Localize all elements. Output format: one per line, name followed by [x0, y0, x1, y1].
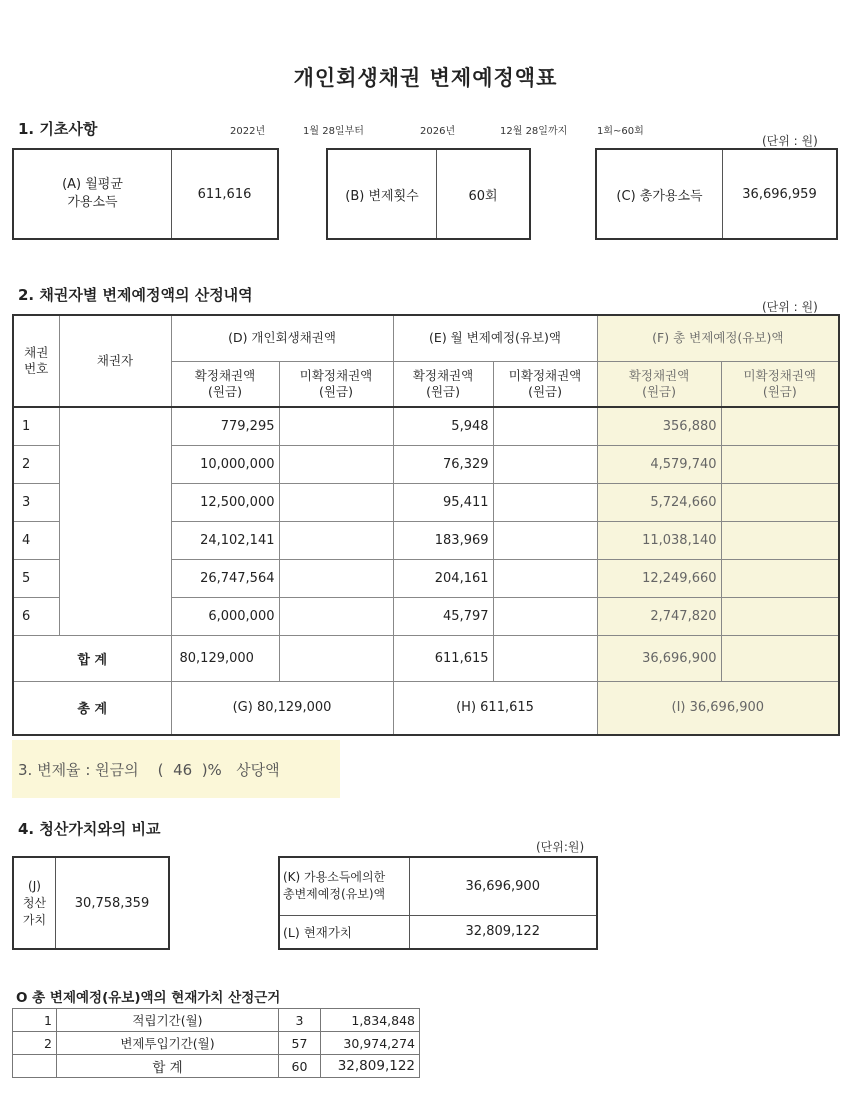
pv-row-no: 2	[13, 1032, 57, 1055]
row-f-unconfirmed	[721, 521, 839, 559]
row-e-unconfirmed	[493, 521, 597, 559]
subtotal-f-unconfirmed	[721, 635, 839, 681]
repayment-rate: 3. 변제율 : 원금의 ( 46 )% 상당액	[18, 761, 280, 779]
l-label: (L) 현재가치	[279, 915, 409, 949]
end-year: 2026년	[420, 126, 456, 137]
l-value: 32,809,122	[409, 915, 597, 949]
repayment-table	[12, 314, 840, 736]
table-row	[13, 1009, 420, 1032]
row-no: 5	[13, 559, 59, 597]
row-f-unconfirmed	[721, 483, 839, 521]
row-e-confirmed: 76,329	[393, 445, 493, 483]
section4-unit: (단위:원)	[536, 840, 585, 854]
subtotal-f: 36,696,900	[597, 635, 721, 681]
row-f-confirmed: 2,747,820	[597, 597, 721, 635]
pv-row-label: 변제투입기간(월)	[57, 1032, 279, 1055]
box-c-total-income	[595, 148, 838, 240]
box-a-average-income	[12, 148, 279, 240]
pv-row-months: 3	[279, 1009, 321, 1032]
row-d-confirmed: 10,000,000	[171, 445, 279, 483]
box-a-value: 611,616	[197, 186, 252, 202]
row-d-unconfirmed	[279, 521, 393, 559]
pv-row-label: 적립기간(월)	[57, 1009, 279, 1032]
header-creditor-no: 채권 번호	[13, 315, 59, 407]
row-f-confirmed: 12,249,660	[597, 559, 721, 597]
creditor-name-cell	[59, 407, 171, 635]
liquidation-value-box	[12, 856, 170, 950]
box-a-label: (A) 월평균 가용소득	[14, 150, 172, 238]
header-creditor: 채권자	[59, 315, 171, 407]
row-e-unconfirmed	[493, 597, 597, 635]
table-row	[13, 1032, 420, 1055]
row-f-unconfirmed	[721, 407, 839, 445]
pv-row-months: 57	[279, 1032, 321, 1055]
total-h: (H) 611,615	[393, 681, 597, 735]
row-e-unconfirmed	[493, 445, 597, 483]
present-value-table	[12, 1008, 420, 1078]
row-d-confirmed: 26,747,564	[171, 559, 279, 597]
subtotal-row	[13, 635, 839, 681]
row-d-unconfirmed	[279, 597, 393, 635]
pv-total-blank	[13, 1055, 57, 1078]
row-d-confirmed: 24,102,141	[171, 521, 279, 559]
row-f-confirmed: 5,724,660	[597, 483, 721, 521]
row-f-unconfirmed	[721, 559, 839, 597]
row-e-unconfirmed	[493, 483, 597, 521]
table-row	[13, 407, 839, 445]
row-e-confirmed: 95,411	[393, 483, 493, 521]
row-d-unconfirmed	[279, 483, 393, 521]
box-b-label: (B) 변제횟수	[328, 150, 437, 238]
pv-total-months: 60	[279, 1055, 321, 1078]
row-d-unconfirmed	[279, 559, 393, 597]
row-no: 1	[13, 407, 59, 445]
pv-row-no: 1	[13, 1009, 57, 1032]
row-no: 2	[13, 445, 59, 483]
section2-unit: (단위 : 원)	[762, 300, 818, 314]
subtotal-label: 합 계	[13, 635, 171, 681]
payment-count-range: 1회~60회	[597, 126, 644, 137]
header-f: (F) 총 변제예정(유보)액	[597, 315, 839, 361]
section1-unit: (단위 : 원)	[762, 134, 818, 148]
header-d-unconfirmed: 미확정채권액 (원금)	[279, 361, 393, 407]
header-e-unconfirmed: 미확정채권액 (원금)	[493, 361, 597, 407]
row-d-confirmed: 6,000,000	[171, 597, 279, 635]
row-e-confirmed: 45,797	[393, 597, 493, 635]
row-f-confirmed: 356,880	[597, 407, 721, 445]
pv-row-amount: 1,834,848	[321, 1009, 420, 1032]
pv-total-row	[13, 1055, 420, 1078]
comparison-table	[278, 856, 598, 950]
header-f-unconfirmed: 미확정채권액 (원금)	[721, 361, 839, 407]
header-e-confirmed: 확정채권액 (원금)	[393, 361, 493, 407]
end-month-day: 12월 28일까지	[500, 126, 568, 137]
row-d-confirmed: 779,295	[171, 407, 279, 445]
section1-heading: 1. 기초사항	[18, 120, 98, 138]
k-value: 36,696,900	[409, 857, 597, 915]
row-e-confirmed: 183,969	[393, 521, 493, 559]
row-f-unconfirmed	[721, 445, 839, 483]
box-b-payment-count	[326, 148, 531, 240]
header-d-confirmed: 확정채권액 (원금)	[171, 361, 279, 407]
row-no: 6	[13, 597, 59, 635]
row-no: 4	[13, 521, 59, 559]
total-i: (I) 36,696,900	[597, 681, 839, 735]
row-e-confirmed: 5,948	[393, 407, 493, 445]
row-d-unconfirmed	[279, 407, 393, 445]
subtotal-e-unconfirmed	[493, 635, 597, 681]
k-label: (K) 가용소득에의한 총변제예정(유보)액	[279, 857, 409, 915]
start-year: 2022년	[230, 126, 266, 137]
start-month-day: 1월 28일부터	[303, 126, 364, 137]
row-d-confirmed: 12,500,000	[171, 483, 279, 521]
header-e: (E) 월 변제예정(유보)액	[393, 315, 597, 361]
row-no: 3	[13, 483, 59, 521]
header-d: (D) 개인회생채권액	[171, 315, 393, 361]
total-label: 총 계	[13, 681, 171, 735]
j-value: 30,758,359	[74, 895, 150, 911]
total-g: (G) 80,129,000	[171, 681, 393, 735]
page-title: 개인회생채권 변제예정액표	[293, 66, 558, 90]
subtotal-e: 611,615	[393, 635, 493, 681]
subtotal-d: 80,129,000	[171, 635, 279, 681]
row-e-unconfirmed	[493, 407, 597, 445]
section2-heading: 2. 채권자별 변제예정액의 산정내역	[18, 286, 253, 304]
box-c-value: 36,696,959	[742, 186, 817, 202]
header-f-confirmed: 확정채권액 (원금)	[597, 361, 721, 407]
row-e-confirmed: 204,161	[393, 559, 493, 597]
pv-total-label: 합 계	[57, 1055, 279, 1078]
row-e-unconfirmed	[493, 559, 597, 597]
row-f-confirmed: 4,579,740	[597, 445, 721, 483]
section4-heading: 4. 청산가치와의 비교	[18, 820, 161, 838]
total-row	[13, 681, 839, 735]
pv-total-amount: 32,809,122	[321, 1055, 420, 1078]
row-d-unconfirmed	[279, 445, 393, 483]
row-f-unconfirmed	[721, 597, 839, 635]
pv-row-amount: 30,974,274	[321, 1032, 420, 1055]
j-label: (J) 청산 가치	[14, 858, 56, 948]
subtotal-d-unconfirmed	[279, 635, 393, 681]
box-c-label: (C) 총가용소득	[597, 150, 723, 238]
row-f-confirmed: 11,038,140	[597, 521, 721, 559]
box-b-value: 60회	[468, 188, 498, 204]
section5-heading: O 총 변제예정(유보)액의 현재가치 산정근거	[16, 990, 281, 1006]
